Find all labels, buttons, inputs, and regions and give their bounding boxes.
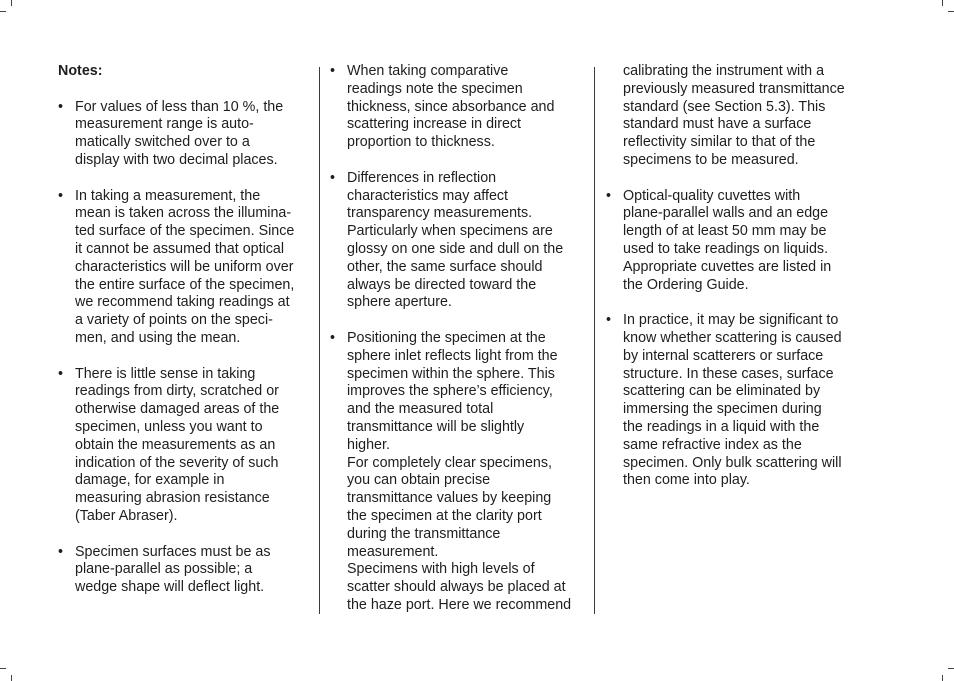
bullet-icon: • <box>58 543 64 560</box>
bullet-icon: • <box>606 187 612 204</box>
bullet-icon: • <box>58 98 64 115</box>
text-line: readings note the specimen <box>347 80 523 97</box>
text-line: For values of less than 10 %, the <box>75 98 284 115</box>
text-line: other, the same surface should <box>347 258 543 275</box>
text-line: plane-parallel as possible; a <box>75 561 253 578</box>
text-line: men, and using the mean. <box>75 329 241 346</box>
text-line: glossy on one side and dull on the <box>347 240 564 257</box>
crop-mark <box>942 675 943 681</box>
crop-mark <box>948 668 954 669</box>
text-line: improves the sphere’s efficiency, <box>347 383 553 400</box>
continued-text <box>606 63 862 170</box>
text-line: scattering increase in direct <box>347 116 522 133</box>
text-line: standard must have a surface <box>623 116 812 133</box>
notes-heading: Notes: <box>58 63 103 79</box>
column-1-items <box>58 99 310 597</box>
text-line: specimen within the sphere. This <box>347 365 555 382</box>
bullet-icon: • <box>330 169 336 186</box>
text-line: specimen, unless you want to <box>75 418 263 435</box>
crop-mark <box>0 11 6 12</box>
text-line: (Taber Abraser). <box>75 507 178 524</box>
text-line: structure. In these cases, surface <box>623 365 834 382</box>
column-3-items <box>606 188 862 491</box>
text-line: calibrating the instrument with a <box>623 63 825 79</box>
text-line: When taking comparative <box>347 63 509 79</box>
text-line: For completely clear specimens, <box>347 454 552 471</box>
text-line: transparency measurements. <box>347 205 533 222</box>
text-line: length of at least 50 mm may be <box>623 223 827 240</box>
crop-mark <box>0 668 6 669</box>
text-line: measurement. <box>347 543 439 560</box>
text-line: mean is taken across the illumina- <box>75 205 292 222</box>
text-line: transmittance will be slightly <box>347 418 525 435</box>
column-2 <box>330 63 582 615</box>
bullet-item <box>58 99 310 170</box>
bullet-item <box>606 188 862 295</box>
text-line: scatter should always be placed at <box>347 579 566 596</box>
bullet-icon: • <box>58 365 64 382</box>
bullet-item <box>58 366 310 526</box>
text-line: the haze port. Here we recommend <box>347 596 572 613</box>
crop-mark <box>11 675 12 681</box>
text-line: measurement range is auto- <box>75 116 254 133</box>
text-line: characteristics will be uniform over <box>75 258 294 275</box>
text-line: immersing the specimen during <box>623 401 822 418</box>
bullet-icon: • <box>606 312 612 329</box>
bullet-item <box>58 544 310 597</box>
text-line: previously measured transmittance <box>623 80 845 97</box>
column-3 <box>606 63 862 490</box>
text-line: ted surface of the specimen. Since <box>75 223 295 240</box>
column-divider <box>319 67 320 614</box>
text-line: transmittance values by keeping <box>347 490 552 507</box>
text-line: proportion to thickness. <box>347 134 495 151</box>
text-line: matically switched over to a <box>75 134 250 151</box>
text-line: same refractive index as the <box>623 436 802 453</box>
text-line: readings from dirty, scratched or <box>75 383 279 400</box>
column-1 <box>58 63 310 597</box>
text-line: know whether scattering is caused <box>623 329 842 346</box>
text-line: specimens to be measured. <box>623 151 799 168</box>
text-line: Positioning the specimen at the <box>347 329 546 346</box>
text-line: the readings in a liquid with the <box>623 418 820 435</box>
text-line: damage, for example in <box>75 472 225 489</box>
bullet-icon: • <box>58 187 64 204</box>
bullet-item <box>330 170 582 312</box>
text-line: the specimen at the clarity port <box>347 507 542 524</box>
bullet-item <box>330 63 582 152</box>
text-line: In taking a measurement, the <box>75 187 261 204</box>
text-line: There is little sense in taking <box>75 365 256 382</box>
text-line: plane-parallel walls and an edge <box>623 205 829 222</box>
text-line: display with two decimal places. <box>75 151 278 168</box>
bullet-icon: • <box>330 329 336 346</box>
text-line: Specimen surfaces must be as <box>75 543 271 560</box>
text-line: Particularly when specimens are <box>347 223 553 240</box>
crop-mark <box>948 11 954 12</box>
crop-mark <box>11 0 12 6</box>
text-line: obtain the measurements as an <box>75 436 276 453</box>
text-line: sphere aperture. <box>347 294 452 311</box>
text-line: during the transmittance <box>347 525 501 542</box>
text-line: scattering can be eliminated by <box>623 383 821 400</box>
column-divider <box>594 67 595 614</box>
text-line: a variety of points on the speci- <box>75 312 273 329</box>
text-line: reflectivity similar to that of the <box>623 134 816 151</box>
crop-mark <box>942 0 943 6</box>
text-line: specimen. Only bulk scattering will <box>623 454 842 471</box>
text-line: thickness, since absorbance and <box>347 98 555 115</box>
text-line: and the measured total <box>347 401 494 418</box>
bullet-item <box>58 188 310 348</box>
text-line: higher. <box>347 436 390 453</box>
text-line: we recommend taking readings at <box>75 294 290 311</box>
text-line: you can obtain precise <box>347 472 491 489</box>
bullet-item <box>330 330 582 615</box>
text-line: In practice, it may be significant to <box>623 312 839 329</box>
text-line: characteristics may affect <box>347 187 509 204</box>
text-line: always be directed toward the <box>347 276 537 293</box>
text-line: wedge shape will deflect light. <box>75 579 265 596</box>
text-line: used to take readings on liquids. <box>623 240 829 257</box>
text-line: measuring abrasion resistance <box>75 490 270 507</box>
text-line: the entire surface of the specimen, <box>75 276 295 293</box>
text-line: by internal scatterers or surface <box>623 347 824 364</box>
text-line: Optical-quality cuvettes with <box>623 187 801 204</box>
bullet-icon: • <box>330 63 336 79</box>
text-line: Specimens with high levels of <box>347 561 535 578</box>
text-line: otherwise damaged areas of the <box>75 401 280 418</box>
text-line: Differences in reflection <box>347 169 497 186</box>
text-line: the Ordering Guide. <box>623 276 749 293</box>
text-line: standard (see Section 5.3). This <box>623 98 826 115</box>
text-line: sphere inlet reflects light from the <box>347 347 558 364</box>
bullet-item <box>606 312 862 490</box>
column-2-items <box>330 63 582 615</box>
text-line: then come into play. <box>623 472 750 489</box>
text-line: indication of the severity of such <box>75 454 279 471</box>
text-line: Appropriate cuvettes are listed in <box>623 258 832 275</box>
text-line: it cannot be assumed that optical <box>75 240 285 257</box>
